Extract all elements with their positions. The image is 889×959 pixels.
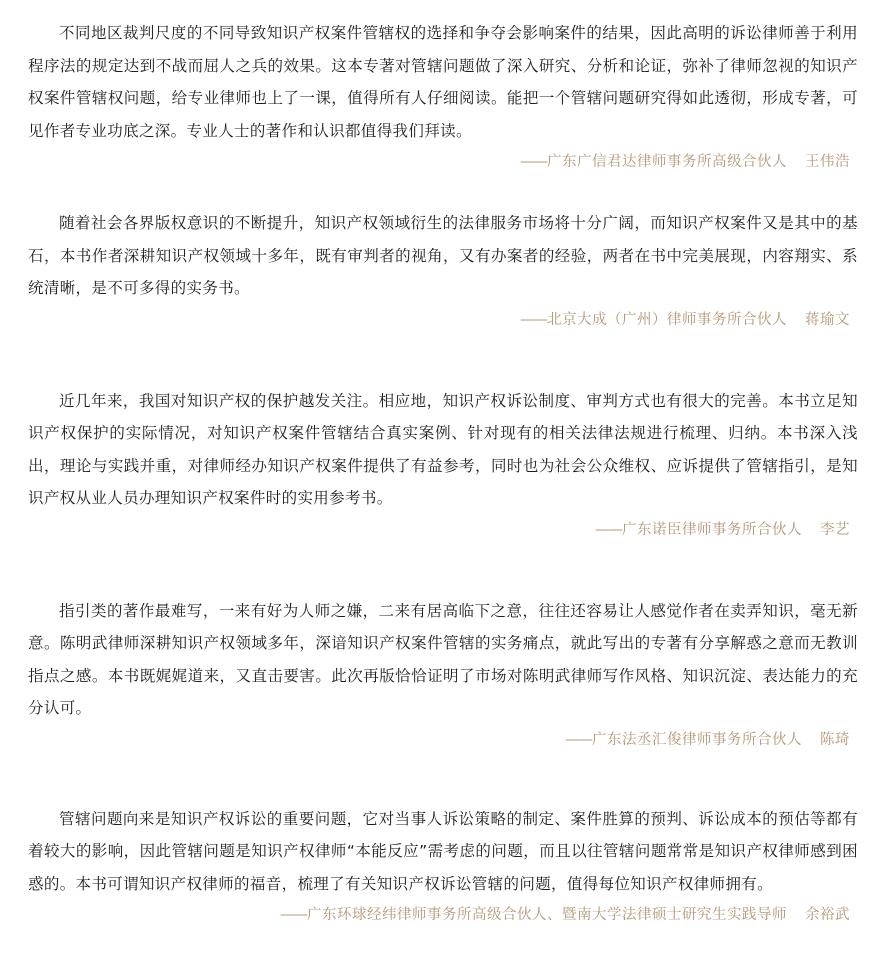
- attribution-affiliation: 北京大成（广州）律师事务所合伙人: [547, 311, 787, 328]
- attribution-affiliation: 广东诺臣律师事务所合伙人: [622, 521, 802, 538]
- endorsement-attribution: [28, 900, 858, 930]
- attribution-dash: ——: [280, 907, 307, 923]
- endorsement-attribution: [28, 515, 858, 545]
- attribution-affiliation: 广东法丞汇俊律师事务所合伙人: [592, 731, 802, 748]
- endorsement-text: 指引类的著作最难写，一来有好为人师之嫌，二来有居高临下之意，往往还容易让人感觉作者在卖弄知识，毫无新意。陈明武律师深耕知识产权领域多年，深谙知识产权案件管辖的实务痛点，就此写出的专著有分享解惑之意而无教训指点之感。本书既娓娓道来，又直击要害。此次再版恰恰证明了市场对陈明武律师写作风格、知识沉淀、表达能力的充分认可。: [28, 601, 858, 717]
- attribution-name: 蒋瑜文: [805, 311, 850, 328]
- endorsement-1: [28, 17, 858, 177]
- attribution-dash: ——: [565, 731, 592, 748]
- endorsement-text: 不同地区裁判尺度的不同导致知识产权案件管辖权的选择和争夺会影响案件的结果，因此高明的诉讼律师善于利用程序法的规定达到不战而屈人之兵的效果。这本专著对管辖问题做了深入研究、分析和论证，弥补了律师忽视的知识产权案件管辖权问题，给专业律师也上了一课，值得所有人仔细阅读。能把一个管辖问题研究得如此透彻，形成专著，可见作者专业功底之深。专业人士的著作和认识都值得我们拜读。: [28, 24, 858, 140]
- endorsement-text: 随着社会各界版权意识的不断提升，知识产权领域衍生的法律服务市场将十分广阔，而知识产权案件又是其中的基石，本书作者深耕知识产权领域十多年，既有审判者的视角，又有办案者的经验，两者在书中完美展现，内容翔实、系统清晰，是不可多得的实务书。: [28, 214, 858, 297]
- endorsement-attribution: [28, 305, 858, 335]
- attribution-name: 李艺: [820, 521, 850, 538]
- attribution-dash: ——: [595, 521, 622, 538]
- attribution-name: 余裕武: [805, 907, 850, 923]
- endorsement-attribution: [28, 725, 858, 755]
- attribution-affiliation: 广东环球经纬律师事务所高级合伙人、暨南大学法律硕士研究生实践导师: [307, 907, 787, 923]
- endorsement-3: [28, 385, 858, 545]
- endorsements-page: [28, 17, 858, 930]
- attribution-dash: ——: [520, 154, 547, 170]
- endorsement-2: [28, 207, 858, 335]
- endorsement-attribution: [28, 147, 858, 177]
- attribution-dash: ——: [520, 311, 547, 328]
- endorsement-text: 近几年来，我国对知识产权的保护越发关注。相应地，知识产权诉讼制度、审判方式也有很大的完善。本书立足知识产权保护的实际情况，对知识产权案件管辖结合真实案例、针对现有的相关法律法规进行梳理、归纳。本书深入浅出，理论与实践并重，对律师经办知识产权案件提供了有益参考，同时也为社会公众维权、应诉提供了管辖指引，是知识产权从业人员办理知识产权案件时的实用参考书。: [28, 391, 858, 507]
- attribution-name: 王伟浩: [805, 154, 850, 170]
- endorsement-text: 管辖问题向来是知识产权诉讼的重要问题，它对当事人诉讼策略的制定、案件胜算的预判、诉讼成本的预估等都有着较大的影响，因此管辖问题是知识产权律师“本能反应”需考虑的问题，而且以往管辖问题常常是知识产权律师感到困惑的。本书可谓知识产权律师的福音，梳理了有关知识产权诉讼管辖的问题，值得每位知识产权律师拥有。: [28, 809, 858, 893]
- attribution-name: 陈琦: [820, 731, 850, 748]
- endorsement-5: [28, 803, 858, 931]
- attribution-affiliation: 广东广信君达律师事务所高级合伙人: [547, 154, 787, 170]
- endorsement-4: [28, 595, 858, 755]
